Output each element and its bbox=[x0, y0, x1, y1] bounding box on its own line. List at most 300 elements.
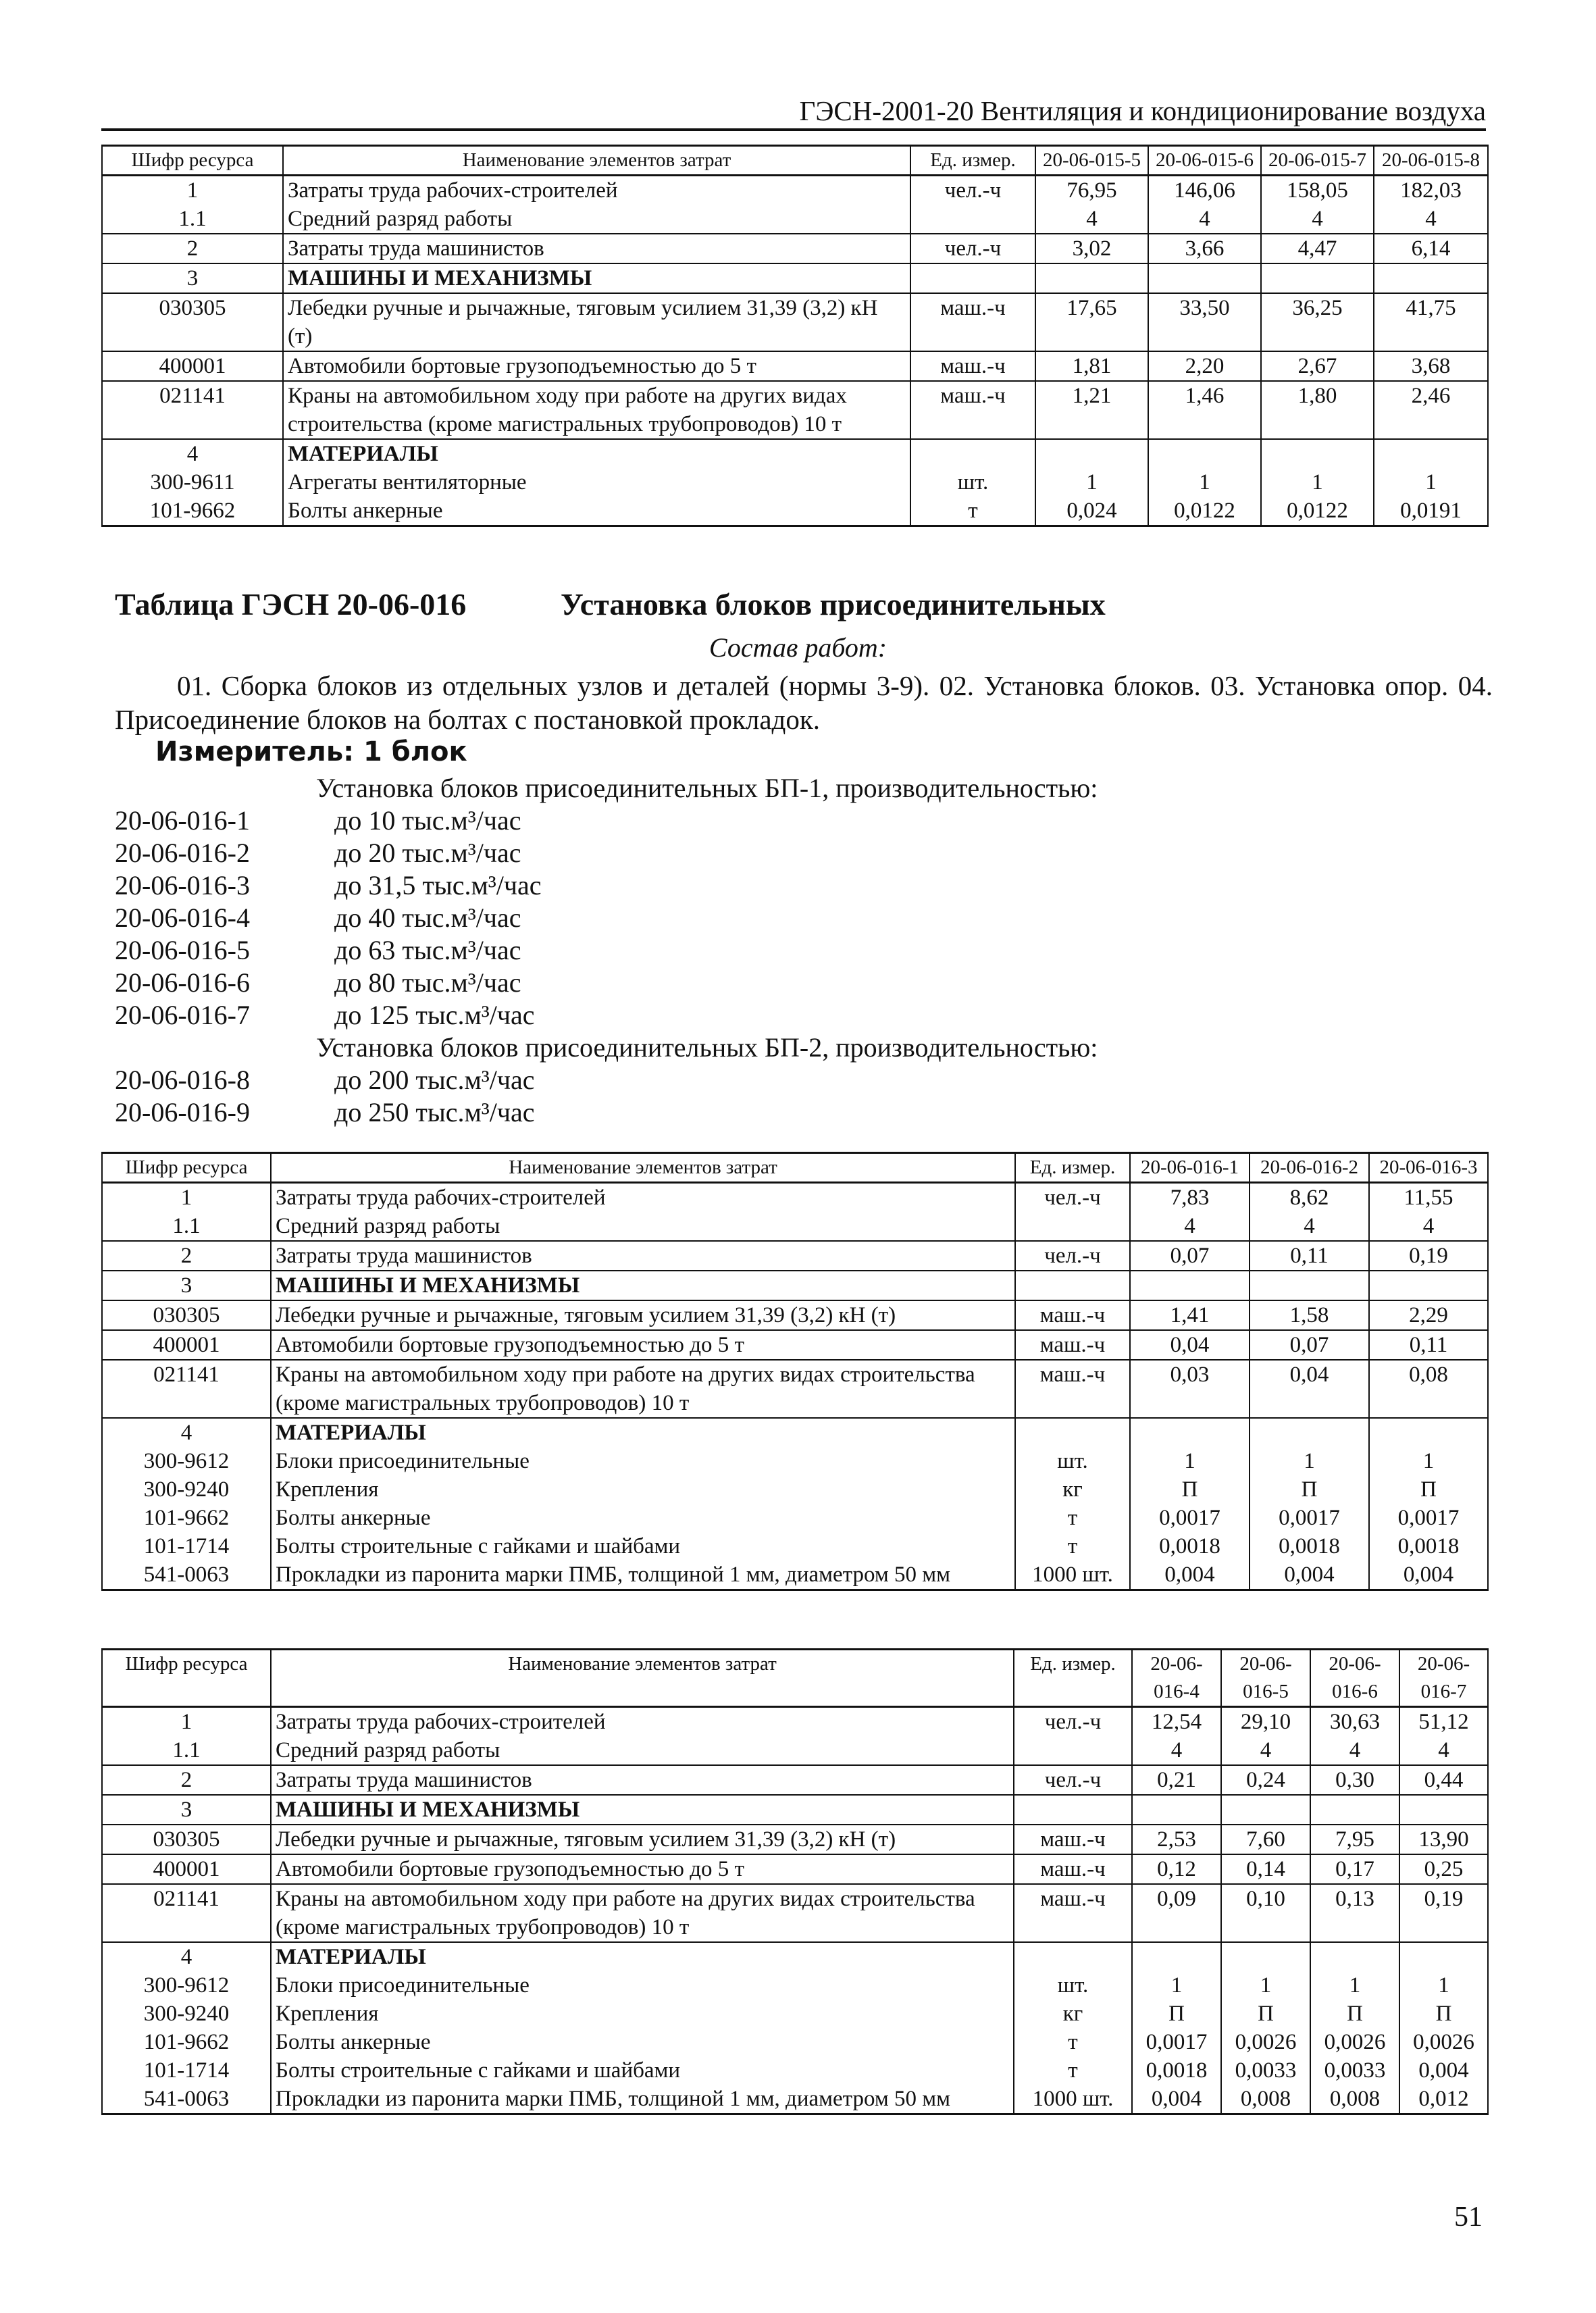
cell-name: Краны на автомобильном ходу при работе на других видах строительства (кроме магистральных трубопроводов) 10 т bbox=[283, 381, 910, 439]
table-row bbox=[102, 1560, 1488, 1590]
cell-value: 0,07 bbox=[1130, 1241, 1250, 1271]
cell-value: 1,80 bbox=[1261, 381, 1374, 439]
cell-value: 0,004 bbox=[1132, 2085, 1221, 2114]
table-row bbox=[102, 234, 1488, 263]
cell-value: 0,17 bbox=[1310, 1854, 1399, 1884]
cell-value bbox=[1132, 1795, 1221, 1825]
table-row bbox=[102, 205, 1488, 234]
cell-code: 1 bbox=[102, 176, 283, 205]
norm-capacity: до 31,5 тыс.м³/час bbox=[334, 870, 542, 900]
cell-value: 4 bbox=[1250, 1212, 1369, 1241]
col-header-norm: 20-06-016-4 bbox=[1132, 1650, 1221, 1707]
cell-code: 101-1714 bbox=[102, 1532, 271, 1560]
cell-name: МАТЕРИАЛЫ bbox=[271, 1418, 1015, 1447]
cell-value: 11,55 bbox=[1369, 1183, 1488, 1213]
norm-table-016-b bbox=[101, 1648, 1489, 2115]
cell-value: 36,25 bbox=[1261, 293, 1374, 351]
table-row bbox=[102, 468, 1488, 497]
norm-code: 20-06-016-6 bbox=[115, 967, 250, 998]
cell-unit: т bbox=[1014, 2028, 1132, 2056]
cell-value: 4 bbox=[1369, 1212, 1488, 1241]
cell-code: 030305 bbox=[102, 293, 283, 351]
cell-value: 0,0018 bbox=[1250, 1532, 1369, 1560]
group-heading: Установка блоков присоединительных БП-2, производительностью: bbox=[316, 1032, 1098, 1063]
cell-code: 400001 bbox=[102, 1854, 271, 1884]
cell-value: 29,10 bbox=[1221, 1707, 1310, 1737]
composition-text: 01. Сборка блоков из отдельных узлов и деталей (нормы 3-9). 02. Установка блоков. 03. Установка опор. 04. Присоединение блоков на болтах с постановкой прокладок. bbox=[115, 670, 1493, 735]
cell-unit: шт. bbox=[1014, 1971, 1132, 2000]
cell-name: Затраты труда рабочих-строителей bbox=[271, 1183, 1015, 1213]
cell-unit: т bbox=[910, 497, 1035, 526]
cell-value: 0,12 bbox=[1132, 1854, 1221, 1884]
cell-unit: маш.-ч bbox=[1015, 1360, 1130, 1418]
cell-value: 3,66 bbox=[1148, 234, 1261, 263]
cell-name: Болты строительные с гайками и шайбами bbox=[271, 1532, 1015, 1560]
cell-value: П bbox=[1310, 2000, 1399, 2028]
cell-unit: маш.-ч bbox=[910, 293, 1035, 351]
cell-value bbox=[1130, 1271, 1250, 1300]
cell-value: 0,0122 bbox=[1261, 497, 1374, 526]
cell-unit: маш.-ч bbox=[910, 351, 1035, 381]
table-row bbox=[102, 293, 1488, 351]
cell-value: 4 bbox=[1130, 1212, 1250, 1241]
cell-value: П bbox=[1130, 1475, 1250, 1504]
cell-name: Автомобили бортовые грузоподъемностью до 5 т bbox=[283, 351, 910, 381]
cell-value: 1 bbox=[1250, 1447, 1369, 1475]
table-row bbox=[102, 1825, 1488, 1854]
cell-name: Агрегаты вентиляторные bbox=[283, 468, 910, 497]
cell-name: Болты анкерные bbox=[271, 2028, 1014, 2056]
table-header-row bbox=[102, 1153, 1488, 1183]
table-row bbox=[102, 1532, 1488, 1560]
cell-code: 021141 bbox=[102, 1884, 271, 1942]
cell-code: 1 bbox=[102, 1183, 271, 1213]
cell-value bbox=[1261, 263, 1374, 293]
norm-code: 20-06-016-8 bbox=[115, 1065, 250, 1095]
cell-name: МАТЕРИАЛЫ bbox=[283, 439, 910, 468]
running-header-title: ГЭСН-2001-20 Вентиляция и кондиционирование воздуха bbox=[799, 95, 1486, 126]
cell-name: МАШИНЫ И МЕХАНИЗМЫ bbox=[271, 1795, 1014, 1825]
cell-unit: кг bbox=[1015, 1475, 1130, 1504]
cell-value: 0,0017 bbox=[1130, 1504, 1250, 1532]
cell-value: 0,13 bbox=[1310, 1884, 1399, 1942]
cell-value bbox=[1221, 1795, 1310, 1825]
cell-value: 3,02 bbox=[1035, 234, 1148, 263]
cell-code: 1.1 bbox=[102, 1736, 271, 1765]
table-row bbox=[102, 176, 1488, 205]
cell-unit: шт. bbox=[910, 468, 1035, 497]
col-header-norm: 20-06-015-8 bbox=[1374, 146, 1488, 176]
cell-unit: т bbox=[1015, 1532, 1130, 1560]
cell-value: 0,004 bbox=[1369, 1560, 1488, 1590]
norm-code: 20-06-016-9 bbox=[115, 1097, 250, 1127]
cell-value: 6,14 bbox=[1374, 234, 1488, 263]
table-row bbox=[102, 1271, 1488, 1300]
cell-value: 0,004 bbox=[1250, 1560, 1369, 1590]
cell-value: 0,04 bbox=[1130, 1330, 1250, 1360]
norm-capacity: до 250 тыс.м³/час bbox=[334, 1097, 535, 1127]
table-title: Установка блоков присоединительных bbox=[561, 587, 1106, 621]
table-row bbox=[102, 1884, 1488, 1942]
cell-unit: т bbox=[1014, 2056, 1132, 2085]
running-header bbox=[101, 93, 1486, 131]
table-header-row bbox=[102, 146, 1488, 176]
col-header-norm: 20-06-015-7 bbox=[1261, 146, 1374, 176]
composition-title: Состав работ: bbox=[709, 632, 887, 663]
cell-unit: чел.-ч bbox=[910, 176, 1035, 205]
norm-capacity: до 40 тыс.м³/час bbox=[334, 903, 521, 933]
col-header-code: Шифр ресурса bbox=[102, 1650, 271, 1707]
cell-value: 146,06 bbox=[1148, 176, 1261, 205]
table-row bbox=[102, 439, 1488, 468]
cell-code: 4 bbox=[102, 1418, 271, 1447]
norm-table-016-a bbox=[101, 1152, 1489, 1591]
table-row bbox=[102, 1183, 1488, 1213]
table-row bbox=[102, 1971, 1488, 2000]
cell-name: Лебедки ручные и рычажные, тяговым усилием 31,39 (3,2) кН (т) bbox=[283, 293, 910, 351]
cell-value: 0,0018 bbox=[1132, 2056, 1221, 2085]
norm-capacity: до 20 тыс.м³/час bbox=[334, 838, 521, 868]
cell-value: 0,0017 bbox=[1250, 1504, 1369, 1532]
norm-capacity: до 10 тыс.м³/час bbox=[334, 805, 521, 836]
cell-unit: чел.-ч bbox=[1015, 1241, 1130, 1271]
col-header-norm: 20-06-016-7 bbox=[1399, 1650, 1488, 1707]
cell-code: 101-1714 bbox=[102, 2056, 271, 2085]
cell-value: 41,75 bbox=[1374, 293, 1488, 351]
cell-name: Крепления bbox=[271, 1475, 1015, 1504]
cell-value: 0,0033 bbox=[1221, 2056, 1310, 2085]
cell-value: 1 bbox=[1148, 468, 1261, 497]
cell-code: 030305 bbox=[102, 1825, 271, 1854]
cell-value bbox=[1250, 1271, 1369, 1300]
col-header-name: Наименование элементов затрат bbox=[271, 1650, 1014, 1707]
table-heading bbox=[115, 586, 1106, 622]
cell-code: 101-9662 bbox=[102, 1504, 271, 1532]
cell-value: 0,44 bbox=[1399, 1765, 1488, 1795]
cell-name: Затраты труда машинистов bbox=[283, 234, 910, 263]
col-header-norm: 20-06-015-5 bbox=[1035, 146, 1148, 176]
cell-value: 4 bbox=[1310, 1736, 1399, 1765]
cell-value: 1 bbox=[1221, 1971, 1310, 2000]
norm-table-015 bbox=[101, 145, 1489, 527]
table-row bbox=[102, 1942, 1488, 1971]
col-header-code: Шифр ресурса bbox=[102, 1153, 271, 1183]
table-row bbox=[102, 1360, 1488, 1418]
cell-value: 0,19 bbox=[1369, 1241, 1488, 1271]
norm-code: 20-06-016-2 bbox=[115, 838, 250, 868]
cell-code: 400001 bbox=[102, 351, 283, 381]
cell-unit: маш.-ч bbox=[1014, 1854, 1132, 1884]
cell-value: 0,008 bbox=[1221, 2085, 1310, 2114]
cell-value: 0,0191 bbox=[1374, 497, 1488, 526]
cell-name: Затраты труда машинистов bbox=[271, 1765, 1014, 1795]
cell-value: 0,0026 bbox=[1310, 2028, 1399, 2056]
cell-unit: 1000 шт. bbox=[1015, 1560, 1130, 1590]
cell-value: 0,14 bbox=[1221, 1854, 1310, 1884]
cell-value bbox=[1310, 1795, 1399, 1825]
table-row bbox=[102, 351, 1488, 381]
col-header-unit: Ед. измер. bbox=[910, 146, 1035, 176]
cell-value bbox=[1374, 439, 1488, 468]
cell-value bbox=[1399, 1942, 1488, 1971]
cell-name: Затраты труда рабочих-строителей bbox=[283, 176, 910, 205]
cell-value: 0,0026 bbox=[1399, 2028, 1488, 2056]
cell-value: 0,21 bbox=[1132, 1765, 1221, 1795]
cell-value: 2,29 bbox=[1369, 1300, 1488, 1330]
col-header-norm: 20-06-015-6 bbox=[1148, 146, 1261, 176]
cell-value: 0,10 bbox=[1221, 1884, 1310, 1942]
cell-unit: маш.-ч bbox=[910, 381, 1035, 439]
cell-name: Блоки присоединительные bbox=[271, 1447, 1015, 1475]
cell-value bbox=[1132, 1942, 1221, 1971]
cell-code: 3 bbox=[102, 1271, 271, 1300]
cell-value: 2,67 bbox=[1261, 351, 1374, 381]
cell-value: 0,0033 bbox=[1310, 2056, 1399, 2085]
cell-value bbox=[1369, 1271, 1488, 1300]
col-header-norm: 20-06-016-5 bbox=[1221, 1650, 1310, 1707]
col-header-name: Наименование элементов затрат bbox=[283, 146, 910, 176]
cell-value: 33,50 bbox=[1148, 293, 1261, 351]
cell-unit: т bbox=[1015, 1504, 1130, 1532]
cell-value: 1 bbox=[1035, 468, 1148, 497]
cell-value: 0,0122 bbox=[1148, 497, 1261, 526]
cell-value bbox=[1369, 1418, 1488, 1447]
cell-value bbox=[1221, 1942, 1310, 1971]
cell-name: Краны на автомобильном ходу при работе на других видах строительства (кроме магистральных трубопроводов) 10 т bbox=[271, 1360, 1015, 1418]
cell-unit bbox=[910, 263, 1035, 293]
cell-value: 1 bbox=[1374, 468, 1488, 497]
cell-code: 2 bbox=[102, 1241, 271, 1271]
cell-name: Автомобили бортовые грузоподъемностью до 5 т bbox=[271, 1330, 1015, 1360]
cell-unit: чел.-ч bbox=[1014, 1765, 1132, 1795]
cell-value bbox=[1130, 1418, 1250, 1447]
table-row bbox=[102, 2000, 1488, 2028]
table-row bbox=[102, 263, 1488, 293]
table-row bbox=[102, 2056, 1488, 2085]
col-header-name: Наименование элементов затрат bbox=[271, 1153, 1015, 1183]
cell-code: 4 bbox=[102, 1942, 271, 1971]
cell-unit: 1000 шт. bbox=[1014, 2085, 1132, 2114]
cell-code: 541-0063 bbox=[102, 2085, 271, 2114]
cell-value bbox=[1035, 439, 1148, 468]
table-row bbox=[102, 497, 1488, 526]
table-row bbox=[102, 2085, 1488, 2114]
cell-name: Болты строительные с гайками и шайбами bbox=[271, 2056, 1014, 2085]
cell-value: 158,05 bbox=[1261, 176, 1374, 205]
cell-unit bbox=[1015, 1418, 1130, 1447]
cell-unit bbox=[1015, 1212, 1130, 1241]
cell-value: 12,54 bbox=[1132, 1707, 1221, 1737]
cell-value: 4,47 bbox=[1261, 234, 1374, 263]
cell-unit: чел.-ч bbox=[910, 234, 1035, 263]
cell-value: 0,012 bbox=[1399, 2085, 1488, 2114]
norm-code: 20-06-016-7 bbox=[115, 1000, 250, 1030]
cell-value: 1,21 bbox=[1035, 381, 1148, 439]
cell-name: Средний разряд работы bbox=[283, 205, 910, 234]
col-header-code: Шифр ресурса bbox=[102, 146, 283, 176]
norm-capacity: до 200 тыс.м³/час bbox=[334, 1065, 535, 1095]
cell-code: 1 bbox=[102, 1707, 271, 1737]
table-row bbox=[102, 1795, 1488, 1825]
cell-unit bbox=[1014, 1795, 1132, 1825]
cell-name: Прокладки из паронита марки ПМБ, толщиной 1 мм, диаметром 50 мм bbox=[271, 1560, 1015, 1590]
table-row bbox=[102, 1447, 1488, 1475]
cell-name: Болты анкерные bbox=[271, 1504, 1015, 1532]
col-header-norm: 20-06-016-6 bbox=[1310, 1650, 1399, 1707]
cell-value: 4 bbox=[1148, 205, 1261, 234]
cell-value: 4 bbox=[1132, 1736, 1221, 1765]
col-header-unit: Ед. измер. bbox=[1014, 1650, 1132, 1707]
cell-name: Лебедки ручные и рычажные, тяговым усилием 31,39 (3,2) кН (т) bbox=[271, 1300, 1015, 1330]
cell-value: 0,0018 bbox=[1130, 1532, 1250, 1560]
cell-code: 021141 bbox=[102, 381, 283, 439]
table-row bbox=[102, 1475, 1488, 1504]
cell-value: 2,20 bbox=[1148, 351, 1261, 381]
cell-code: 300-9240 bbox=[102, 2000, 271, 2028]
cell-code: 300-9612 bbox=[102, 1447, 271, 1475]
cell-value bbox=[1148, 263, 1261, 293]
cell-code: 4 bbox=[102, 439, 283, 468]
cell-value: 1 bbox=[1369, 1447, 1488, 1475]
cell-value: 8,62 bbox=[1250, 1183, 1369, 1213]
cell-value: 182,03 bbox=[1374, 176, 1488, 205]
cell-value: 0,004 bbox=[1130, 1560, 1250, 1590]
cell-code: 1.1 bbox=[102, 1212, 271, 1241]
cell-unit bbox=[1014, 1736, 1132, 1765]
cell-code: 1.1 bbox=[102, 205, 283, 234]
cell-code: 101-9662 bbox=[102, 497, 283, 526]
cell-name: Краны на автомобильном ходу при работе на других видах строительства (кроме магистральных трубопроводов) 10 т bbox=[271, 1884, 1014, 1942]
cell-name: МАШИНЫ И МЕХАНИЗМЫ bbox=[271, 1271, 1015, 1300]
cell-code: 3 bbox=[102, 263, 283, 293]
cell-value: 7,83 bbox=[1130, 1183, 1250, 1213]
col-header-unit: Ед. измер. bbox=[1015, 1153, 1130, 1183]
cell-unit: маш.-ч bbox=[1015, 1330, 1130, 1360]
cell-value: П bbox=[1221, 2000, 1310, 2028]
cell-value: 0,0018 bbox=[1369, 1532, 1488, 1560]
cell-value: 4 bbox=[1035, 205, 1148, 234]
cell-value bbox=[1035, 263, 1148, 293]
cell-value: П bbox=[1132, 2000, 1221, 2028]
cell-value: 0,30 bbox=[1310, 1765, 1399, 1795]
cell-value: 0,0017 bbox=[1369, 1504, 1488, 1532]
cell-value bbox=[1148, 439, 1261, 468]
group-heading: Установка блоков присоединительных БП-1, производительностью: bbox=[316, 773, 1098, 803]
cell-code: 2 bbox=[102, 1765, 271, 1795]
cell-value: 4 bbox=[1221, 1736, 1310, 1765]
cell-value: 1 bbox=[1310, 1971, 1399, 2000]
cell-unit: маш.-ч bbox=[1014, 1825, 1132, 1854]
cell-unit: шт. bbox=[1015, 1447, 1130, 1475]
cell-name: Блоки присоединительные bbox=[271, 1971, 1014, 2000]
cell-value: 4 bbox=[1261, 205, 1374, 234]
cell-unit bbox=[910, 439, 1035, 468]
norm-capacity: до 125 тыс.м³/час bbox=[334, 1000, 535, 1030]
table-row bbox=[102, 1707, 1488, 1737]
cell-name: Прокладки из паронита марки ПМБ, толщиной 1 мм, диаметром 50 мм bbox=[271, 2085, 1014, 2114]
norm-capacity: до 80 тыс.м³/час bbox=[334, 967, 521, 998]
cell-name: Лебедки ручные и рычажные, тяговым усилием 31,39 (3,2) кН (т) bbox=[271, 1825, 1014, 1854]
cell-value: 0,0017 bbox=[1132, 2028, 1221, 2056]
cell-unit: чел.-ч bbox=[1014, 1707, 1132, 1737]
cell-value: 1,58 bbox=[1250, 1300, 1369, 1330]
cell-value bbox=[1374, 263, 1488, 293]
cell-name: Болты анкерные bbox=[283, 497, 910, 526]
cell-value: П bbox=[1250, 1475, 1369, 1504]
cell-value bbox=[1261, 439, 1374, 468]
cell-value: 13,90 bbox=[1399, 1825, 1488, 1854]
table-row bbox=[102, 381, 1488, 439]
cell-value: 2,53 bbox=[1132, 1825, 1221, 1854]
cell-value: 4 bbox=[1374, 205, 1488, 234]
cell-name: Средний разряд работы bbox=[271, 1736, 1014, 1765]
cell-value: 1 bbox=[1399, 1971, 1488, 2000]
cell-value: 0,08 bbox=[1369, 1360, 1488, 1418]
norm-code: 20-06-016-1 bbox=[115, 805, 250, 836]
cell-code: 3 bbox=[102, 1795, 271, 1825]
cell-value: 1 bbox=[1261, 468, 1374, 497]
cell-name: МАТЕРИАЛЫ bbox=[271, 1942, 1014, 1971]
cell-value: 0,19 bbox=[1399, 1884, 1488, 1942]
cell-value: 1 bbox=[1130, 1447, 1250, 1475]
cell-code: 300-9240 bbox=[102, 1475, 271, 1504]
cell-value: 76,95 bbox=[1035, 176, 1148, 205]
cell-value bbox=[1250, 1418, 1369, 1447]
meter-line: Измеритель: 1 блок bbox=[155, 736, 467, 767]
cell-value: 0,04 bbox=[1250, 1360, 1369, 1418]
cell-unit bbox=[910, 205, 1035, 234]
cell-name: Средний разряд работы bbox=[271, 1212, 1015, 1241]
cell-value: 0,24 bbox=[1221, 1765, 1310, 1795]
table-row bbox=[102, 1300, 1488, 1330]
cell-code: 400001 bbox=[102, 1330, 271, 1360]
cell-value: 0,03 bbox=[1130, 1360, 1250, 1418]
cell-name: Затраты труда рабочих-строителей bbox=[271, 1707, 1014, 1737]
cell-code: 101-9662 bbox=[102, 2028, 271, 2056]
page-number: 51 bbox=[1454, 2202, 1483, 2233]
cell-value: 3,68 bbox=[1374, 351, 1488, 381]
cell-value: 7,95 bbox=[1310, 1825, 1399, 1854]
cell-name: Автомобили бортовые грузоподъемностью до 5 т bbox=[271, 1854, 1014, 1884]
table-row bbox=[102, 1330, 1488, 1360]
cell-value: 0,11 bbox=[1250, 1241, 1369, 1271]
norm-code: 20-06-016-5 bbox=[115, 935, 250, 965]
cell-code: 300-9611 bbox=[102, 468, 283, 497]
cell-code: 300-9612 bbox=[102, 1971, 271, 2000]
cell-value: 1,41 bbox=[1130, 1300, 1250, 1330]
cell-value: 0,07 bbox=[1250, 1330, 1369, 1360]
cell-name: МАШИНЫ И МЕХАНИЗМЫ bbox=[283, 263, 910, 293]
col-header-norm: 20-06-016-1 bbox=[1130, 1153, 1250, 1183]
cell-value: 17,65 bbox=[1035, 293, 1148, 351]
cell-value: 1 bbox=[1132, 1971, 1221, 2000]
cell-value: 0,024 bbox=[1035, 497, 1148, 526]
table-row bbox=[102, 1504, 1488, 1532]
cell-unit: кг bbox=[1014, 2000, 1132, 2028]
cell-value: 1,46 bbox=[1148, 381, 1261, 439]
cell-value: 0,25 bbox=[1399, 1854, 1488, 1884]
norm-code: 20-06-016-3 bbox=[115, 870, 250, 900]
cell-code: 021141 bbox=[102, 1360, 271, 1418]
cell-value: 7,60 bbox=[1221, 1825, 1310, 1854]
cell-value: 0,11 bbox=[1369, 1330, 1488, 1360]
cell-value: 0,0026 bbox=[1221, 2028, 1310, 2056]
table-row bbox=[102, 1241, 1488, 1271]
col-header-norm: 20-06-016-3 bbox=[1369, 1153, 1488, 1183]
cell-code: 2 bbox=[102, 234, 283, 263]
norm-capacity: до 63 тыс.м³/час bbox=[334, 935, 521, 965]
cell-value: 0,004 bbox=[1399, 2056, 1488, 2085]
